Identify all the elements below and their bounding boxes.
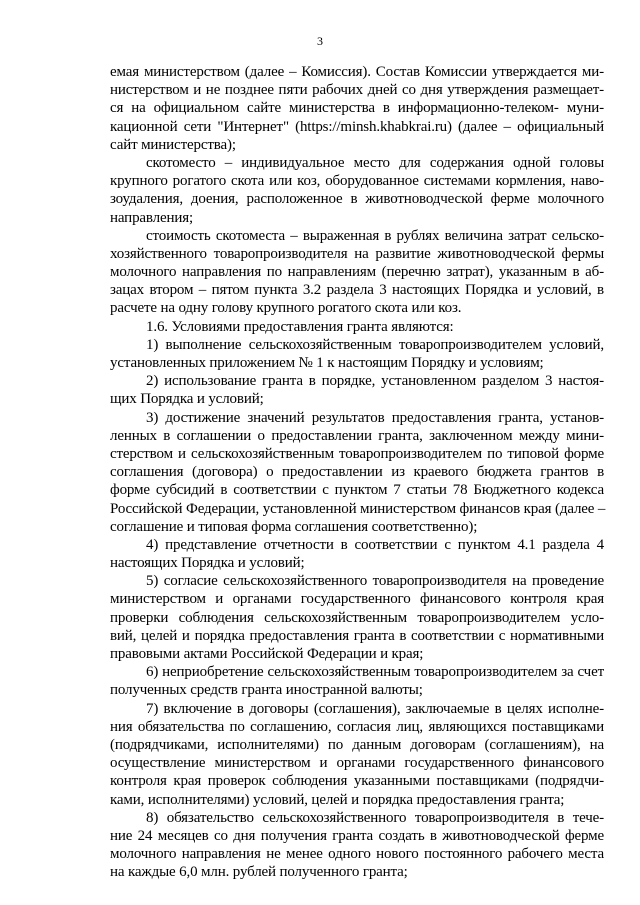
text-line: 3) достижение значений результатов предоставления гранта, установ- <box>146 409 604 426</box>
text-line: полученных средств гранта иностранной валюты; <box>110 682 423 699</box>
text-line: щих Порядка и условий; <box>110 391 264 408</box>
text-line: ние 24 месяцев со дня получения гранта создать в животноводческой ферме <box>110 827 604 844</box>
page-number: 3 <box>317 34 323 48</box>
text-line: стоимость скотоместа – выраженная в рублях величина затрат сельско- <box>146 227 604 244</box>
text-line: направления; <box>110 209 194 226</box>
text-line: нистерством и не позднее пяти рабочих дней со дня утверждения размещает- <box>110 82 604 99</box>
text-line: проверки соблюдения сельскохозяйственным товаропроизводителем усло- <box>110 609 604 626</box>
text-line: контроля края проверок соблюдения указанными поставщиками (подрядчи- <box>110 773 604 790</box>
text-line: расчете на одну голову крупного рогатого скота или коз. <box>110 300 462 317</box>
text-line: скотоместо – индивидуальное место для содержания одной головы <box>146 154 604 171</box>
text-line: на каждые 6,0 млн. рублей полученного гранта; <box>110 864 408 881</box>
text-line: вий, целей и порядка предоставления гранта в соответствии с нормативными <box>110 627 604 644</box>
text-line: настоящих Порядка и условий; <box>110 555 305 572</box>
document-body <box>110 63 604 881</box>
text-line: 2) использование гранта в порядке, установленном разделом 3 настоя- <box>146 373 604 390</box>
text-line: правовыми актами Российской Федерации и края; <box>110 646 424 662</box>
text-line: Российской Федерации, установленной министерством финансов края (далее – <box>110 500 606 517</box>
text-line: ся на официальном сайте министерства в информационно-телеком- муни- <box>110 100 604 117</box>
text-line: кационной сети "Интернет" (https://minsh.khabkrai.ru) (далее – официальный <box>110 118 604 135</box>
text-line: (подрядчиками, исполнителями) по данным договорам (соглашениям), на <box>110 736 604 753</box>
text-line: зоудаления, доения, расположенное в животноводческой ферме молочного <box>110 191 604 208</box>
text-line: ленных в соглашении о предоставлении гранта, заключенном между мини- <box>110 427 604 444</box>
text-line: стерством и сельскохозяйственным товаропроизводителем по типовой форме <box>110 445 604 462</box>
text-line: 4) представление отчетности в соответствии с пунктом 4.1 раздела 4 <box>146 536 604 553</box>
text-line: 8) обязательство сельскохозяйственного товаропроизводителя в тече- <box>146 809 604 826</box>
text-line: сайт министерства); <box>110 136 236 153</box>
text-line: 1) выполнение сельскохозяйственным товаропроизводителем условий, <box>146 336 604 353</box>
text-line: 5) согласие сельскохозяйственного товаропроизводителя на проведение <box>146 573 604 590</box>
text-line: молочного направления не менее одного нового постоянного рабочего места <box>110 846 604 863</box>
text-line: 1.6. Условиями предоставления гранта являются: <box>146 318 454 335</box>
text-line: крупного рогатого скота или коз, оборудованное системами кормления, наво- <box>110 173 604 190</box>
text-line: осуществление министерством и органами государственного финансового <box>110 755 604 772</box>
text-line: соглашения (договора) о предоставлении из краевого бюджета грантов в <box>110 464 604 481</box>
text-line: 6) неприобретение сельскохозяйственным товаропроизводителем за счет <box>146 664 604 681</box>
text-line: зацах втором – пятом пункта 3.2 раздела 3 настоящих Порядка и условий, в <box>110 282 604 299</box>
text-line: форме субсидий в соответствии с пунктом 7 статьи 78 Бюджетного кодекса <box>110 482 604 499</box>
text-line: молочного направления по направлениям (перечню затрат), указанным в аб- <box>110 264 604 281</box>
text-line: установленных приложением № 1 к настоящим Порядку и условиям; <box>110 355 544 371</box>
text-line: емая министерством (далее – Комиссия). Состав Комиссии утверждается ми- <box>110 64 604 80</box>
text-line: 7) включение в договоры (соглашения), заключаемые в целях исполне- <box>146 700 604 717</box>
text-line: соглашение и типовая форма соглашения соответственно); <box>110 518 478 535</box>
text-line: ния обязательства по соглашению, согласия лиц, являющихся поставщиками <box>110 718 604 735</box>
text-line: министерством и органами государственного финансового контроля края <box>110 591 604 608</box>
text-line: ками, исполнителями) условий, целей и порядка предоставления гранта; <box>110 791 565 808</box>
text-line: хозяйственного товаропроизводителя на развитие животноводческой фермы <box>110 245 604 262</box>
